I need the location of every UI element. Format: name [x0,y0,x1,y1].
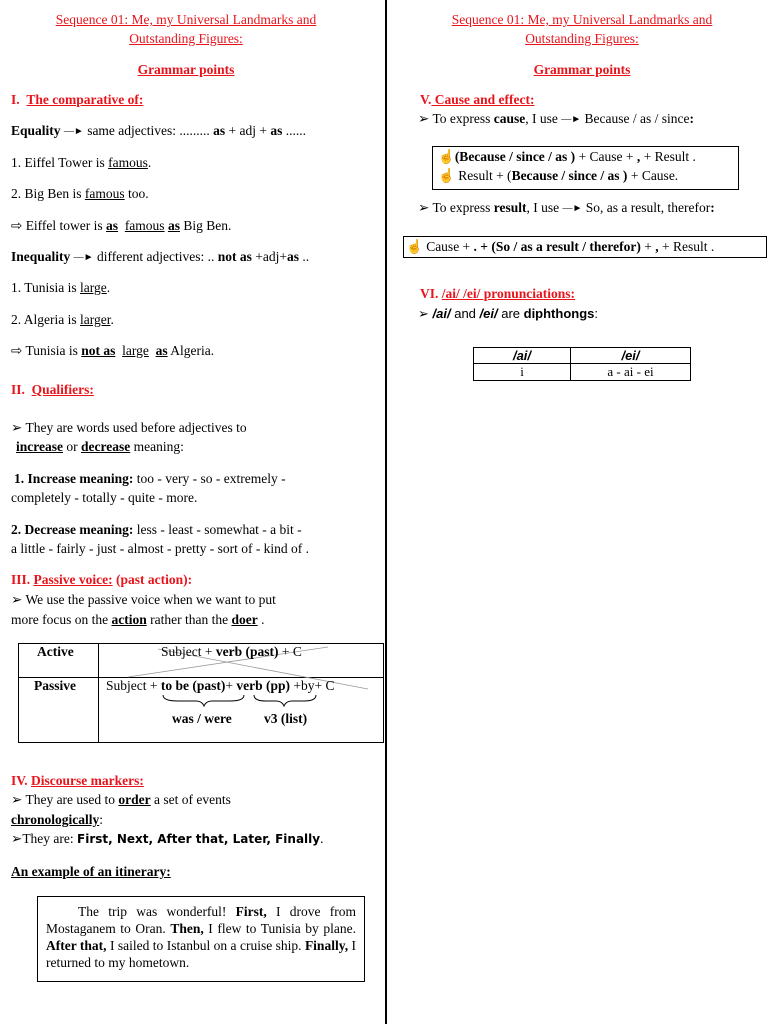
left-grammar-points: Grammar points [137,62,235,77]
passive-formula: Subject + to be (past)+ verb (pp) +by+ C [106,678,335,693]
increase-meaning-line2: completely - totally - quite - more. [11,490,198,505]
hand-pointer-icon: ☝ [438,149,455,164]
section-qualifiers-title: II. Qualifiers: [11,382,94,397]
bullet-arrow-icon: ➢ [418,200,430,215]
passive-label: Passive [34,678,76,693]
right-header-sequence: Sequence 01: Me, my Universal Landmarks and Outstanding Figures: [451,12,713,46]
section-comparative-title: I. The comparative of: [11,92,144,107]
section-pronunciation-title: VI. /ai/ /ei/ pronunciations: [420,286,576,301]
inequality-example-2: 2. Algeria is larger. [11,312,114,327]
table-header-ai: /ai/ [474,348,571,364]
brace-icons [158,693,328,707]
hand-pointer-icon: ☝ [438,168,455,183]
passive-intro-line2: more focus on the action rather than the doer . [11,612,265,627]
table-cell-ai: i [474,364,571,381]
bullet-arrow-icon: ➢ [11,592,23,607]
arrow-icon: —► [561,114,582,125]
bullet-arrow-icon: ➢ [11,420,23,435]
passive-voice-table [18,643,384,743]
bullet-arrow-icon: ➢ [11,831,23,846]
table-header-ei: /ei/ [571,348,691,364]
cause-rule: ➢ To express cause, I use —► Because / as / since: [418,111,694,126]
section-cause-effect-title: V. Cause and effect: [420,92,535,107]
itinerary-example-title: An example of an itinerary: [11,864,171,879]
discourse-intro-line2: chronologically: [11,812,104,827]
decrease-meaning-line2: a little - fairly - just - almost - pretty - sort of - kind of . [11,541,310,556]
table-header-row [474,348,691,364]
section-passive-title: III. Passive voice: (past action): [11,572,193,587]
discourse-markers-list: ➢They are: First, Next, After that, Later, Finally. [11,831,324,846]
qualifiers-intro-line2: increase or decrease meaning: [16,439,184,454]
equality-rule: Equality —► same adjectives: ......... as + adj + as ...... [11,123,307,138]
arrow-right-icon: ⇨ [11,218,23,233]
table-cell-ei: a - ai - ei [571,364,691,381]
hand-pointer-icon: ☝ [406,239,423,254]
result-rule: ➢ To express result, I use —► So, as a result, therefor: [418,200,715,215]
table-row [474,364,691,381]
equality-example-1: 1. Eiffel Tower is famous. [11,155,152,170]
active-formula: Subject + verb (past) + C [161,644,302,659]
result-formula-box: ☝ Cause + . + (So / as a result / therefor) + , + Result . [403,236,767,258]
discourse-intro: ➢ They are used to order a set of events [11,792,231,807]
cause-formula-1: ☝(Because / since / as ) + Cause + , + Result . [438,149,696,164]
arrow-icon: —► [562,203,583,214]
increase-meaning: 1. Increase meaning: too - very - so - extremely - [14,471,286,486]
itinerary-story-box: The trip was wonderful! First, I drove from Mostaganem to Oran. Then, I flew to Tunisia by plane. After that, I sailed to Istanbul on a cruise ship. Finally, I returned to my hometown. [37,896,365,982]
was-were-label: was / were [172,711,232,726]
qualifiers-intro: ➢ They are words used before adjectives to [11,420,247,435]
column-divider [385,0,387,1024]
equality-example-2: 2. Big Ben is famous too. [11,186,149,201]
equality-example-3: ⇨ Eiffel tower is as famous as Big Ben. [11,218,232,233]
arrow-right-icon: ⇨ [11,343,23,358]
cause-formula-2: ☝ Result + (Because / since / as ) + Cause. [438,168,679,183]
passive-intro: ➢ We use the passive voice when we want to put [11,592,276,607]
decrease-meaning: 2. Decrease meaning: less - least - somewhat - a bit - [11,522,302,537]
v3-list-label: v3 (list) [264,711,308,726]
sequence-title-line1: Sequence 01: Me, my Universal Landmarks and [55,12,317,27]
arrow-icon: —► [63,126,84,137]
inequality-example-3: ⇨ Tunisia is not as large as Algeria. [11,343,215,358]
section-discourse-title: IV. Discourse markers: [11,773,144,788]
arrow-icon: —► [73,252,94,263]
cause-formula-box [432,146,739,190]
diphthongs-note: ➢ /ai/ and /ei/ are diphthongs: [418,306,599,321]
bullet-arrow-icon: ➢ [11,792,23,807]
active-label: Active [37,644,74,659]
left-header-sequence [10,10,362,48]
inequality-example-1: 1. Tunisia is large. [11,280,111,295]
bullet-arrow-icon: ➢ [418,306,429,321]
inequality-rule: Inequality —► different adjectives: .. not as +adj+as .. [11,249,310,264]
diphthongs-table [473,347,691,381]
bullet-arrow-icon: ➢ [418,111,430,126]
right-grammar-points: Grammar points [533,62,631,77]
sequence-title-line2: Outstanding Figures: [129,31,243,46]
